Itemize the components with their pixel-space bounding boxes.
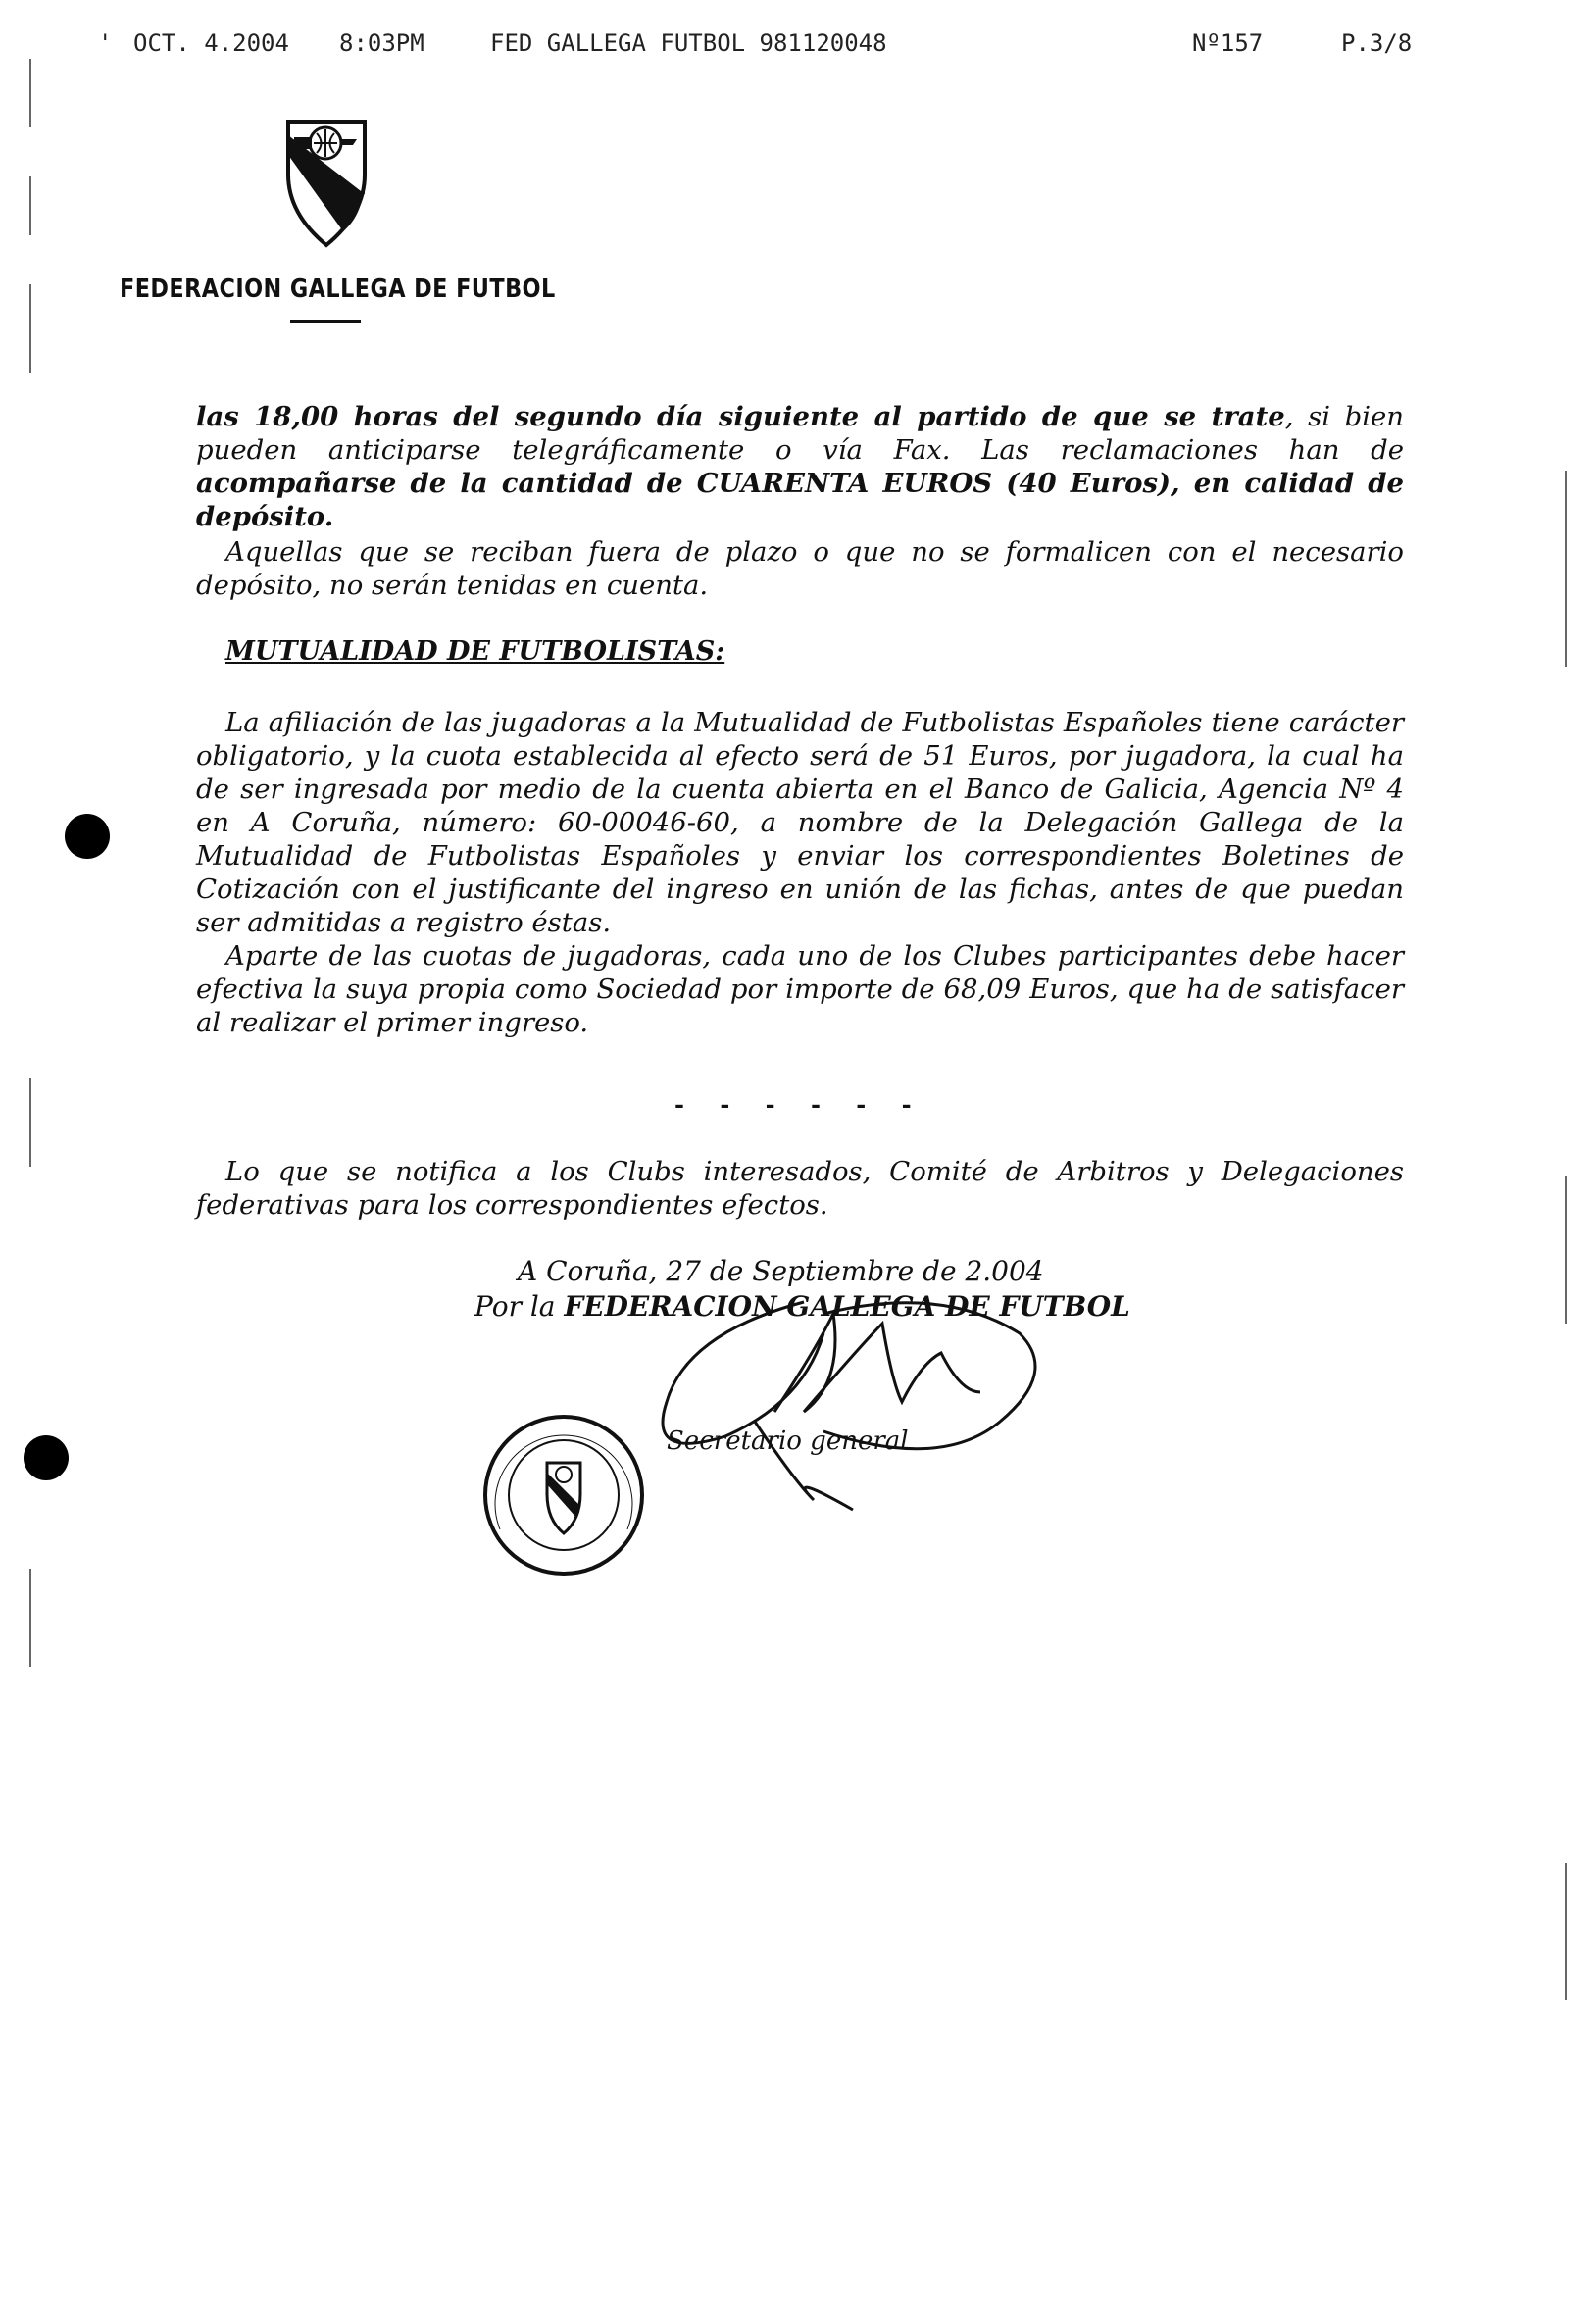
binder-hole-top bbox=[65, 814, 110, 859]
fax-date: OCT. 4.2004 bbox=[133, 29, 289, 57]
paragraph-reclamaciones bbox=[196, 400, 1404, 533]
scan-edge-mark bbox=[1565, 471, 1567, 667]
scan-edge-mark bbox=[1565, 1863, 1567, 2000]
fax-mark: ' bbox=[98, 29, 113, 57]
scan-edge-mark bbox=[29, 1078, 31, 1167]
letterhead-underline bbox=[290, 320, 361, 323]
scan-edge-mark bbox=[29, 284, 31, 373]
signed-by-prefix: Por la bbox=[474, 1290, 565, 1323]
deposit-requirement-text: acompañarse de la cantidad de CUARENTA EUROS (40 Euros), en calidad de depósito. bbox=[196, 468, 1404, 532]
late-claims-text: Aquellas que se reciban fuera de plazo o que no se formalicen con el necesario depósito, no serán tenidas en cuenta. bbox=[196, 536, 1404, 601]
fax-allowance-text: , si bien pueden anticiparse telegráficamente o vía Fax. Las reclamaciones han de bbox=[196, 401, 1404, 466]
affiliation-text: La afiliación de las jugadoras a la Mutualidad de Futbolistas Españoles tiene carácter obligatorio, y la cuota establecida al efecto será de 51 Euros, por jugadora, la cual ha de ser ingresada por medio de la cuenta abierta en el Banco de Galicia, Agencia Nº 4 en A Coruña, número: 60-00046-60, a nombre de la Delegación Gallega de la Mutualidad de Futbolistas Españoles y enviar los correspondientes Boletines de Cotización con el justificante del ingreso en unión de las fichas, antes de que puedan ser admitidas a registro éstas. bbox=[196, 707, 1404, 938]
fax-page: P.3/8 bbox=[1341, 29, 1413, 57]
binder-hole-bottom bbox=[24, 1435, 69, 1480]
signed-by-organization: FEDERACION GALLEGA DE FUTBOL bbox=[564, 1290, 1130, 1323]
signatory-title: Secretario general bbox=[667, 1426, 909, 1456]
federation-shield-logo bbox=[284, 116, 369, 249]
paragraph-notificacion bbox=[196, 1155, 1404, 1222]
section-title: MUTUALIDAD DE FUTBOLISTAS: bbox=[225, 636, 725, 667]
paragraph-mutualidad bbox=[196, 706, 1404, 1039]
letterhead-organization: FEDERACION GALLEGA DE FUTBOL bbox=[120, 275, 556, 304]
scan-edge-mark bbox=[29, 59, 31, 127]
fax-header bbox=[98, 29, 1431, 69]
scan-edge-mark bbox=[29, 1569, 31, 1667]
club-fee-text: Aparte de las cuotas de jugadoras, cada uno de los Clubes participantes debe hacer efectiva la suya propia como Sociedad por importe de 68,09 Euros, que ha de satisfacer al realizar el primer ingreso. bbox=[196, 940, 1404, 1038]
handwritten-signature bbox=[647, 1275, 1059, 1520]
section-heading-block bbox=[196, 635, 1404, 669]
separator-dashes: - - - - - - bbox=[674, 1090, 925, 1119]
scan-edge-mark bbox=[1565, 1176, 1567, 1324]
federation-stamp bbox=[480, 1412, 647, 1578]
notification-text: Lo que se notifica a los Clubs interesados, Comité de Arbitros y Delegaciones federativas para los correspondientes efectos. bbox=[196, 1156, 1404, 1221]
fax-number: Nº157 bbox=[1192, 29, 1264, 57]
paragraph-aquellas bbox=[196, 535, 1404, 602]
deadline-text: las 18,00 horas del segundo día siguiente al partido de que se trate bbox=[196, 401, 1285, 432]
fax-time: 8:03PM bbox=[339, 29, 424, 57]
place-date: A Coruña, 27 de Septiembre de 2.004 bbox=[518, 1255, 1044, 1287]
scan-edge-mark bbox=[29, 176, 31, 235]
fax-sender: FED GALLEGA FUTBOL 981120048 bbox=[490, 29, 887, 57]
